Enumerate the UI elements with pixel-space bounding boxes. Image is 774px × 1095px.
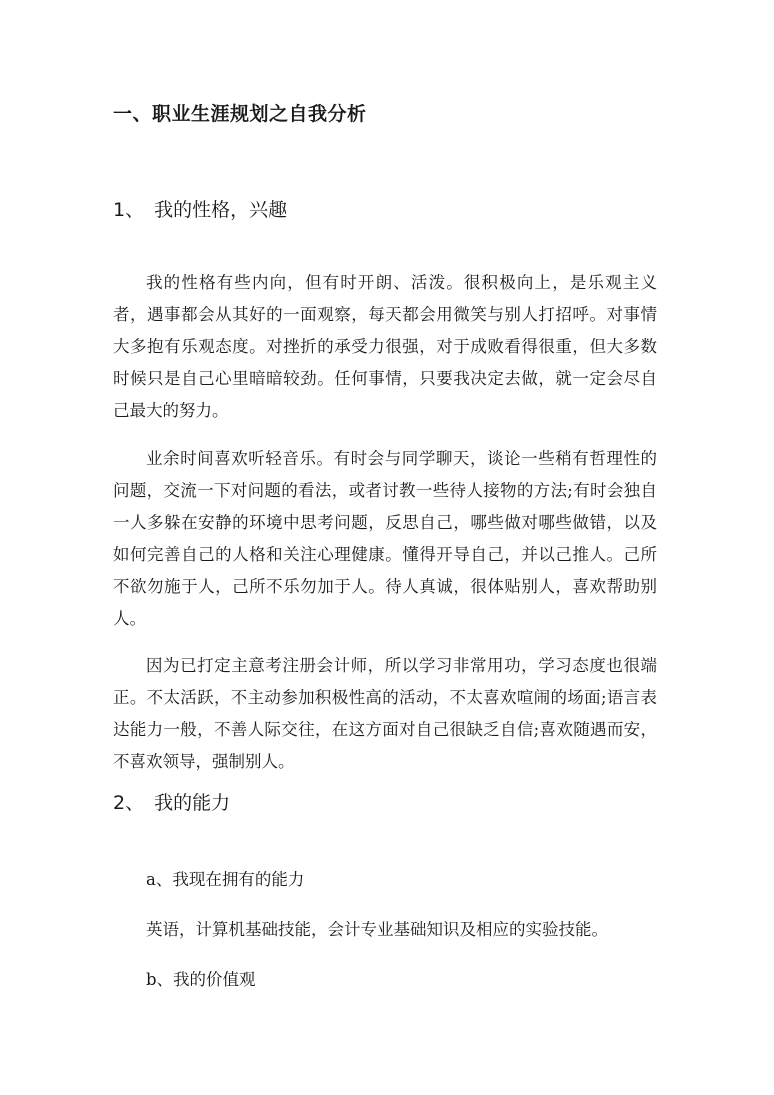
heading-text: 我的性格，兴趣 [154,199,288,221]
heading-ability [113,789,230,817]
paragraph-personality: 我的性格有些内向，但有时开朗、活泼。很积极向上，是乐观主义者，遇事都会从其好的一面观察，每天都会用微笑与别人打招呼。对事情大多抱有乐观态度。对挫折的承受力很强，对于成败看得很重，但大多数时候只是自己心里暗暗较劲。任何事情，只要我决定去做，就一定会尽自己最大的努力。 [113,273,657,420]
paragraph-study-attitude: 因为已打定主意考注册会计师，所以学习非常用功，学习态度也很端正。不太活跃，不主动参加积极性高的活动，不太喜欢喧闹的场面;语言表达能力一般，不善人际交往，在这方面对自己很缺乏自信;喜欢随遇而安，不喜欢领导，强制别人。 [113,656,657,771]
ability-item-current: a、我现在拥有的能力 [146,870,305,889]
ability-item-skills: 英语，计算机基础技能，会计专业基础知识及相应的实验技能。 [146,920,608,939]
heading-number: 1、 [113,199,145,221]
ability-item-values: b、我的价值观 [146,970,256,989]
heading-number: 2、 [113,792,145,814]
heading-text: 我的能力 [154,792,231,814]
paragraph-hobbies: 业余时间喜欢听轻音乐。有时会与同学聊天，谈论一些稍有哲理性的问题，交流一下对问题的看法，或者讨教一些待人接物的方法;有时会独自一人多躲在安静的环境中思考问题，反思自己，哪些做对哪些做错，以及如何完善自己的人格和关注心理健康。懂得开导自己，并以己推人。己所不欲勿施于人，己所不乐勿加于人。待人真诚，很体贴别人，喜欢帮助别人。 [113,449,657,628]
heading-personality [113,196,287,224]
section-title: 一、职业生涯规划之自我分析 [113,103,367,125]
